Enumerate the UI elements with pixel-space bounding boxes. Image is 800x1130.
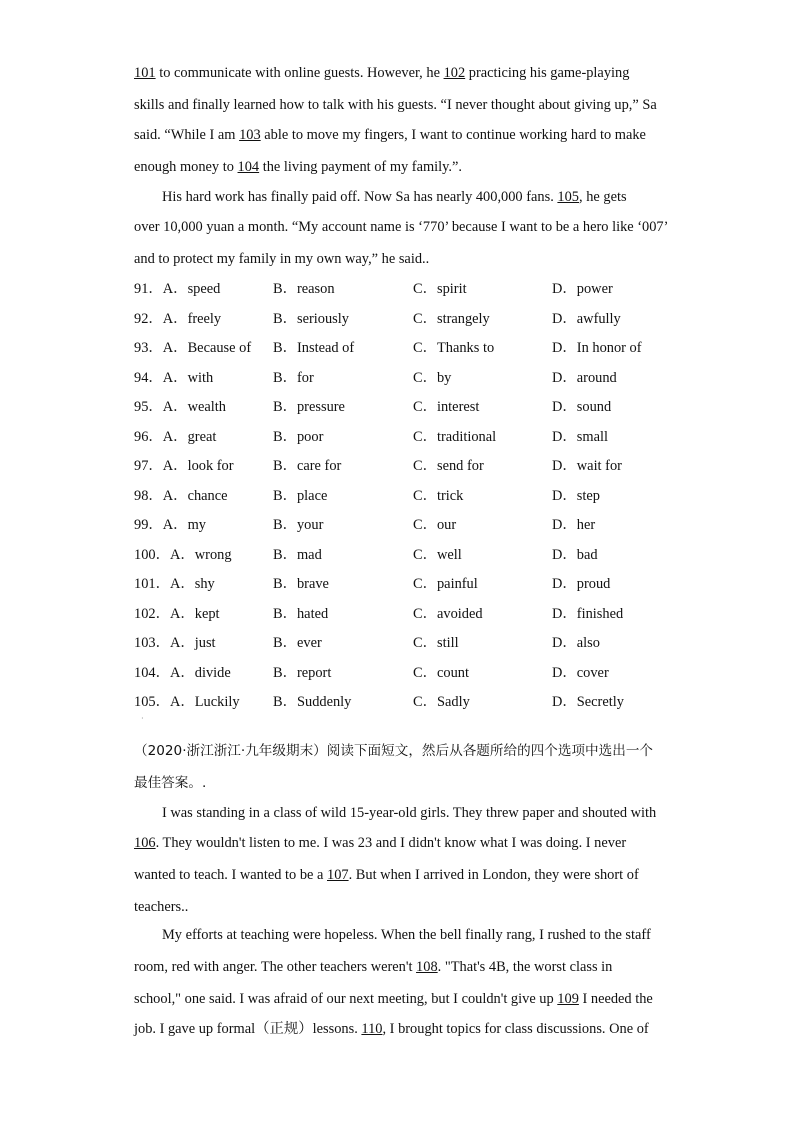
option-d: D．step [552, 487, 600, 504]
passage-line: room, red with anger. The other teachers weren't 108. "That's 4B, the worst class in [134, 959, 613, 975]
passage-line: wanted to teach. I wanted to be a 107. But when I arrived in London, they were short of [134, 867, 639, 883]
option-c: C．trick [413, 487, 464, 504]
option-a [134, 398, 226, 416]
question-row [134, 575, 674, 593]
passage-line: enough money to 104 the living payment of my family.”. [134, 159, 463, 175]
passage-line: said. “While I am 103 able to move my fingers, I want to continue working hard to make [134, 127, 646, 143]
option-d: D．small [552, 428, 608, 445]
option-c: C．spirit [413, 281, 467, 297]
option-d: D．around [552, 369, 617, 386]
option-a [134, 664, 231, 682]
blank-106: 106 [134, 835, 156, 851]
passage-line: school," one said. I was afraid of our next meeting, but I couldn't give up 109 I needed the [134, 991, 653, 1007]
blank-108: 108 [416, 959, 438, 975]
option-a-text: great [187, 428, 217, 445]
option-a [134, 428, 216, 446]
passage-line: job. I gave up formal（正规）lessons. 110, I brought topics for class discussions. One of [134, 1021, 649, 1037]
option-a-text: divide [194, 664, 231, 681]
option-d: D．finished [552, 605, 624, 622]
question-number: 95．A． [134, 399, 188, 415]
option-d: D．her [552, 517, 596, 533]
option-b: B．pressure [273, 399, 345, 415]
question-row [134, 605, 674, 623]
blank-101: 101 [134, 65, 156, 81]
option-a [134, 339, 251, 357]
option-c: C．painful [413, 576, 478, 592]
option-d: D．sound [552, 399, 612, 415]
option-a [134, 369, 213, 387]
blank-110: 110 [361, 1021, 383, 1037]
option-d: D．awfully [552, 310, 621, 327]
question-row [134, 664, 674, 682]
option-a-text: kept [194, 605, 220, 622]
option-a-text: wealth [187, 399, 226, 415]
question-number: 105．A． [134, 694, 195, 710]
passage-line: I was standing in a class of wild 15-year-old girls. They threw paper and shouted with [162, 805, 657, 821]
question-number: 97．A． [134, 458, 188, 474]
question-number: 103．A． [134, 635, 195, 651]
option-a-text: shy [194, 576, 215, 592]
option-b: B．for [273, 369, 314, 386]
option-c: C．send for [413, 458, 484, 474]
option-b: B．poor [273, 428, 324, 445]
blank-104: 104 [237, 159, 260, 175]
paragraph-mark: · [141, 714, 144, 723]
question-number: 92．A． [134, 310, 188, 327]
option-b: B．care for [273, 458, 342, 474]
option-c: C．interest [413, 399, 480, 415]
option-d: D．Secretly [552, 694, 624, 710]
option-a [134, 605, 220, 623]
question-row [134, 398, 674, 416]
passage-line: and to protect my family in my own way,” he said.. [134, 251, 430, 267]
passage-line: over 10,000 yuan a month. “My account name is ‘770’ because I want to be a hero like ‘007’ [134, 219, 669, 235]
option-a [134, 310, 221, 328]
option-a [134, 693, 240, 711]
option-c: C．by [413, 369, 452, 386]
blank-109: 109 [557, 991, 579, 1007]
section-instruction: （2020·浙江浙江·九年级期末）阅读下面短文，然后从各题所给的四个选项中选出一个 [134, 743, 654, 759]
question-row [134, 310, 674, 328]
option-d: D．proud [552, 576, 611, 592]
question-number: 99．A． [134, 517, 188, 533]
question-number: 101．A． [134, 576, 195, 592]
option-c: C．well [413, 546, 462, 563]
option-b: B．brave [273, 576, 329, 592]
question-row [134, 487, 674, 505]
option-a-text: my [187, 517, 206, 533]
option-b: B．ever [273, 635, 322, 651]
question-row [134, 516, 674, 534]
passage-line: skills and finally learned how to talk with his guests. “I never thought about giving up,” Sa [134, 97, 657, 113]
option-c: C．strangely [413, 310, 490, 327]
question-row [134, 428, 674, 446]
blank-105: 105 [557, 189, 579, 205]
option-b: B．mad [273, 546, 322, 563]
question-number: 102．A． [134, 605, 195, 622]
option-b: B．hated [273, 605, 329, 622]
option-a [134, 280, 220, 298]
option-a-text: just [194, 635, 216, 651]
passage-line: 106. They wouldn't listen to me. I was 23 and I didn't know what I was doing. I never [134, 835, 627, 851]
option-a-text: wrong [194, 546, 232, 563]
passage-line: teachers.. [134, 899, 189, 915]
option-c: C．Thanks to [413, 340, 495, 356]
passage-line: 101 to communicate with online guests. However, he 102 practicing his game-playing [134, 65, 630, 81]
option-a-text: with [187, 369, 214, 386]
blank-102: 102 [443, 65, 466, 81]
passage-line: His hard work has finally paid off. Now Sa has nearly 400,000 fans. 105, he gets [162, 189, 627, 205]
passage-line: My efforts at teaching were hopeless. When the bell finally rang, I rushed to the staff [162, 927, 651, 943]
option-b: B．your [273, 517, 324, 533]
option-a [134, 546, 232, 564]
question-number: 94．A． [134, 369, 188, 386]
option-a [134, 457, 234, 475]
question-number: 93．A． [134, 340, 188, 356]
option-c: C．still [413, 635, 459, 651]
option-b: B．Instead of [273, 340, 355, 356]
question-row [134, 369, 674, 387]
option-b: B．seriously [273, 310, 349, 327]
blank-107: 107 [327, 867, 349, 883]
option-c: C．Sadly [413, 694, 470, 710]
option-c: C．count [413, 664, 469, 681]
option-d: D．wait for [552, 458, 622, 474]
option-a [134, 575, 215, 593]
option-a-text: speed [187, 281, 221, 297]
option-d: D．bad [552, 546, 598, 563]
option-b: B．reason [273, 281, 335, 297]
question-number: 98．A． [134, 487, 188, 504]
option-c: C．our [413, 517, 457, 533]
option-a-text: look for [187, 458, 234, 474]
question-row [134, 693, 674, 711]
question-row [134, 457, 674, 475]
question-number: 96．A． [134, 428, 188, 445]
question-row [134, 546, 674, 564]
question-row [134, 280, 674, 298]
option-b: B．report [273, 664, 332, 681]
section-instruction: 最佳答案。. [134, 775, 207, 791]
question-number: 100．A． [134, 546, 195, 563]
option-c: C．traditional [413, 428, 497, 445]
option-b: B．Suddenly [273, 694, 352, 710]
option-a [134, 516, 206, 534]
option-b: B．place [273, 487, 328, 504]
question-number: 104．A． [134, 664, 195, 681]
question-row [134, 339, 674, 357]
blank-103: 103 [239, 127, 261, 143]
option-a-text: chance [187, 487, 228, 504]
question-row [134, 634, 674, 652]
option-a-text: Because of [187, 340, 252, 356]
option-d: D．cover [552, 664, 609, 681]
option-d: D．power [552, 281, 613, 297]
option-a-text: freely [187, 310, 222, 327]
option-a [134, 487, 228, 505]
option-a [134, 634, 216, 652]
question-number: 91．A． [134, 281, 188, 297]
option-d: D．also [552, 635, 600, 651]
option-c: C．avoided [413, 605, 483, 622]
option-d: D．In honor of [552, 340, 642, 356]
option-a-text: Luckily [194, 694, 240, 710]
